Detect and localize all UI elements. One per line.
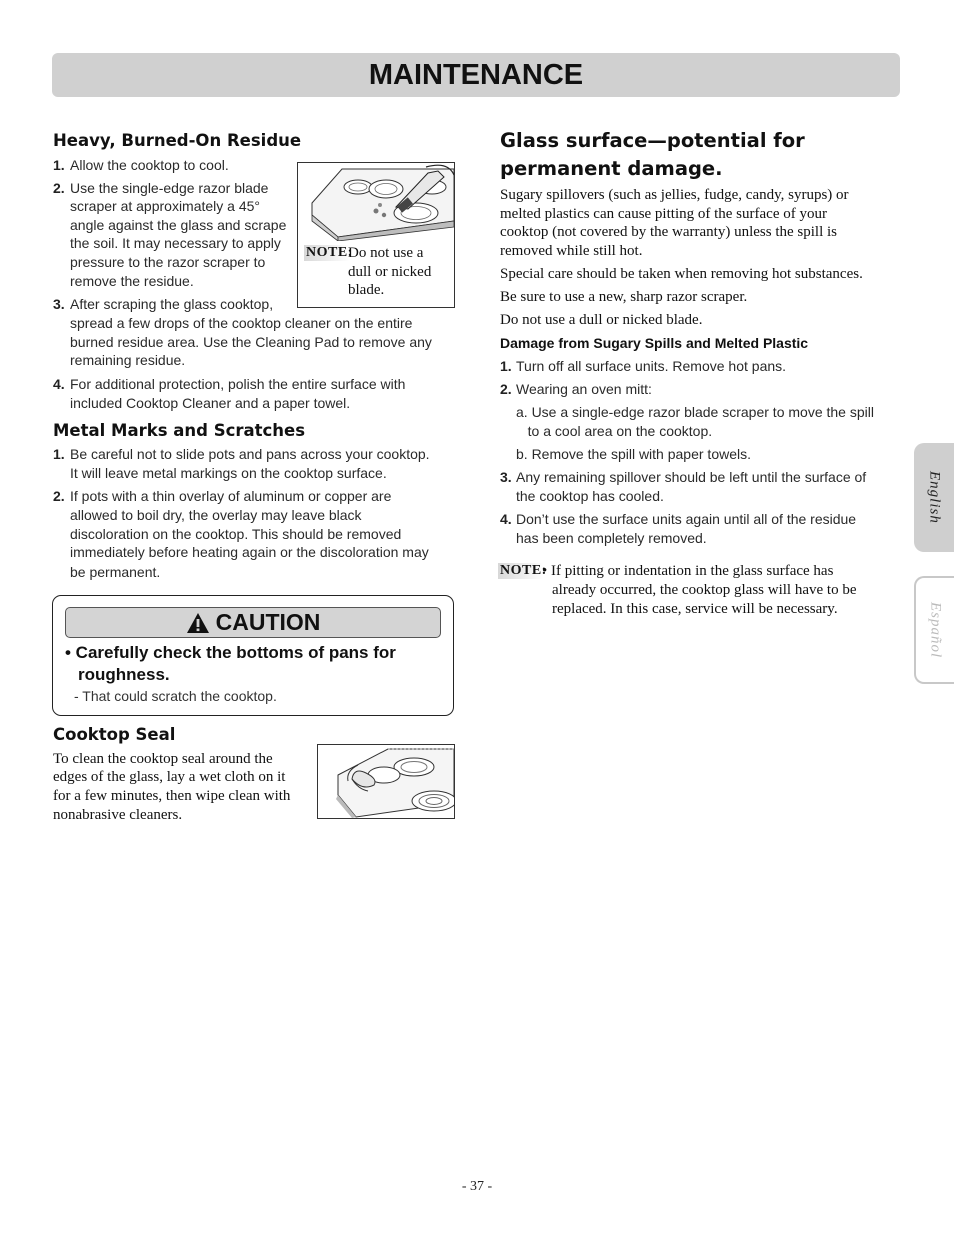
wiping-cloth-illustration xyxy=(318,745,454,818)
caution-box xyxy=(52,595,454,716)
seal-line-4: nonabrasive cleaners. xyxy=(53,807,183,823)
heavy-item-4-line-1: For additional protection, polish the entire surface with xyxy=(70,376,406,392)
right-item-4-line-1: Don’t use the surface units again until all of the residue xyxy=(516,511,857,527)
heavy-item-3-line-1: After scraping the glass cooktop, xyxy=(70,296,274,312)
caution-bullet-line-1: • Carefully check the bottoms of pans for xyxy=(65,643,396,662)
cooktop-seal-heading: Cooktop Seal xyxy=(53,725,176,744)
glass-surface-heading-line-1: Glass surface—potential for xyxy=(500,129,805,152)
heavy-note-label: NOTE: xyxy=(306,245,353,260)
heavy-item-2-line-6: remove the residue. xyxy=(70,273,194,289)
caution-header xyxy=(65,607,441,638)
heavy-item-2-line-3: angle against the glass and scrape xyxy=(70,217,287,233)
heavy-item-3-num: 3. xyxy=(53,296,65,312)
heavy-residue-heading: Heavy, Burned-On Residue xyxy=(53,131,302,150)
para1-line-4: removed while still hot. xyxy=(500,243,643,259)
maintenance-banner xyxy=(52,53,900,97)
heavy-note-line-2: dull or nicked xyxy=(348,264,432,280)
heavy-item-2-line-4: the soil. It may necessary to apply xyxy=(70,235,281,251)
metal-item-1-num: 1. xyxy=(53,446,65,462)
metal-item-1-line-2: It will leave metal markings on the cooktop surface. xyxy=(70,465,387,481)
right-note-line-3: replaced. In this case, service will be necessary. xyxy=(552,601,838,617)
metal-item-2-num: 2. xyxy=(53,488,65,504)
sugary-spills-subheading: Damage from Sugary Spills and Melted Plastic xyxy=(500,335,809,351)
right-note-line-2: already occurred, the cooktop glass will have to be xyxy=(552,582,857,598)
metal-item-2-line-1: If pots with a thin overlay of aluminum or copper are xyxy=(70,488,392,504)
para2: Special care should be taken when removing hot substances. xyxy=(500,266,863,282)
metal-item-1-line-1: Be careful not to slide pots and pans across your cooktop. xyxy=(70,446,430,462)
heavy-item-2-line-1: Use the single-edge razor blade xyxy=(70,180,269,196)
tab-english[interactable] xyxy=(914,443,954,552)
metal-item-2-line-3: discoloration on the cooktop. This should be removed xyxy=(70,526,402,542)
right-item-2a-line-2: to a cool area on the cooktop. xyxy=(516,423,713,439)
metal-item-2-line-5: be permanent. xyxy=(70,564,161,580)
page-number: - 37 - xyxy=(461,1179,493,1194)
metal-marks-heading: Metal Marks and Scratches xyxy=(53,421,306,440)
heavy-item-2-line-2: scraper at approximately a 45° xyxy=(70,198,261,214)
heavy-item-3-line-4: remaining residue. xyxy=(70,352,186,368)
heavy-item-2-line-5: pressure to the razor scraper to xyxy=(70,254,266,270)
para1-line-2: melted plastics can cause pitting of the surface of your xyxy=(500,206,827,222)
cooktop-scraper-illustration xyxy=(298,163,454,241)
seal-line-2: edges of the glass, lay a wet cloth on it xyxy=(53,769,286,785)
right-note-line-1: • If pitting or indentation in the glass surface has xyxy=(542,563,834,579)
heavy-item-4-num: 4. xyxy=(53,376,65,392)
page-title: MAINTENANCE xyxy=(368,58,584,91)
heavy-item-1-num: 1. xyxy=(53,157,65,173)
heavy-item-1-line-1: Allow the cooktop to cool. xyxy=(70,157,229,173)
para3: Be sure to use a new, sharp razor scraper. xyxy=(500,289,748,305)
cooktop-seal-figure xyxy=(317,744,455,819)
heavy-item-3-line-3: burned residue area. Use the Cleaning Pad to remove any xyxy=(70,334,432,350)
seal-line-1: To clean the cooktop seal around the xyxy=(53,751,273,767)
glass-surface-heading-line-2: permanent damage. xyxy=(500,157,723,180)
metal-item-2-line-2: allowed to boil dry, the overlay may leave black xyxy=(70,507,362,523)
seal-line-3: for a few minutes, then wipe clean with xyxy=(53,788,291,804)
right-item-3-num: 3. xyxy=(500,469,512,485)
right-item-4-num: 4. xyxy=(500,511,512,527)
para1-line-3: cooktop (not covered by the warranty) unless the spill is xyxy=(500,224,838,240)
right-item-2a-line-1: a. Use a single-edge razor blade scraper to move the spill xyxy=(516,404,874,420)
right-item-2-num: 2. xyxy=(500,381,512,397)
right-item-1-line-1: Turn off all surface units. Remove hot pans. xyxy=(516,358,787,374)
caution-sub: - That could scratch the cooktop. xyxy=(74,688,277,704)
right-item-2b-line-1: b. Remove the spill with paper towels. xyxy=(516,446,751,462)
metal-item-2-line-4: immediately before heating again or the discoloration may xyxy=(70,544,429,560)
right-item-3-line-1: Any remaining spillover should be left until the surface of xyxy=(516,469,867,485)
right-item-4-line-2: has been completely removed. xyxy=(516,530,707,546)
warning-triangle-icon xyxy=(186,612,210,634)
tab-espanol-label: Español xyxy=(927,601,944,659)
caution-title: CAUTION xyxy=(215,609,321,635)
heavy-item-3-line-2: spread a few drops of the cooktop cleaner on the entire xyxy=(70,315,413,331)
razor-scraper-figure xyxy=(297,162,455,308)
right-note-label: NOTE: xyxy=(500,563,547,578)
right-item-1-num: 1. xyxy=(500,358,512,374)
heavy-item-4-line-2: included Cooktop Cleaner and a paper towel. xyxy=(70,395,351,411)
heavy-item-2-num: 2. xyxy=(53,180,65,196)
para4: Do not use a dull or nicked blade. xyxy=(500,312,703,328)
heavy-note-line-3: blade. xyxy=(348,282,385,298)
tab-english-label: English xyxy=(926,471,943,524)
tab-espanol[interactable] xyxy=(914,576,954,684)
right-item-3-line-2: the cooktop has cooled. xyxy=(516,488,664,504)
caution-bullet-line-2: roughness. xyxy=(78,665,170,684)
para1-line-1: Sugary spillovers (such as jellies, fudge, candy, syrups) or xyxy=(500,187,849,203)
heavy-note-line-1: Do not use a xyxy=(348,245,424,261)
right-item-2-line-1: Wearing an oven mitt: xyxy=(516,381,652,397)
